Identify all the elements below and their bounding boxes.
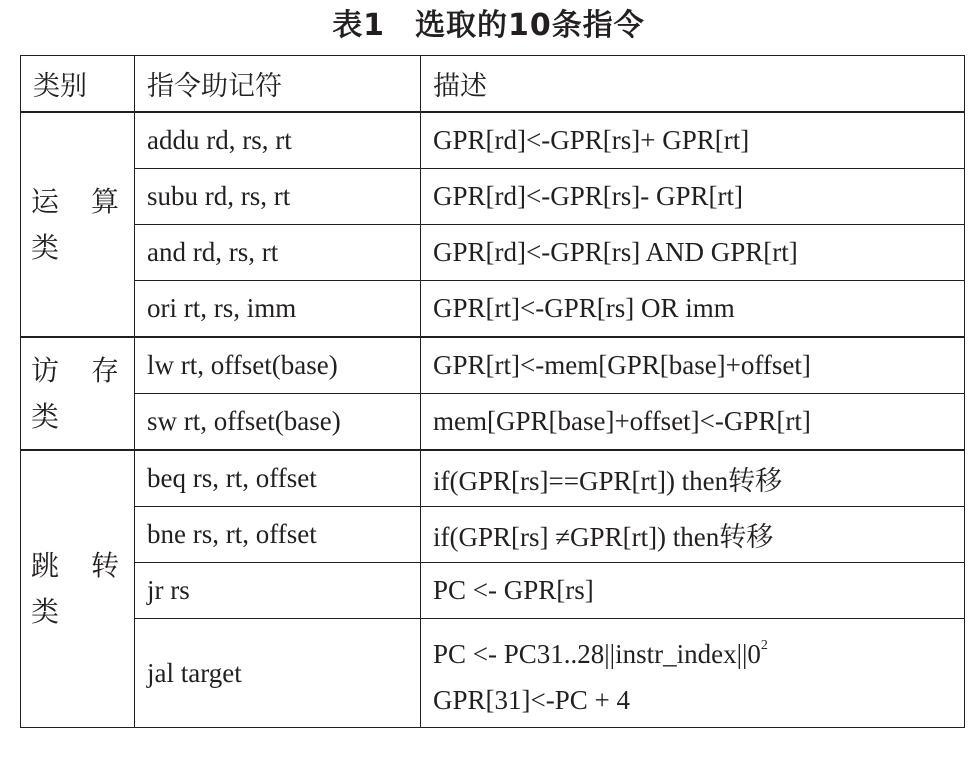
table-row [21,563,965,619]
mnemonic-cell: bne rs, rt, offset [135,507,421,563]
mnemonic-cell: and rd, rs, rt [135,225,421,281]
description-cell: GPR[rt]<-GPR[rs] OR imm [421,281,965,338]
mnemonic-cell: jal target [135,619,421,728]
description-cell: PC <- GPR[rs] [421,563,965,619]
description-cell: GPR[rd]<-GPR[rs]+ GPR[rt] [421,112,965,169]
header-description: 描述 [421,56,965,113]
mnemonic-cell: lw rt, offset(base) [135,337,421,394]
description-cell: if(GPR[rs]==GPR[rt]) then转移 [421,450,965,507]
description-cell: GPR[rt]<-mem[GPR[base]+offset] [421,337,965,394]
table-row [21,619,965,728]
category-arithmetic: 运 算 类 [21,112,135,337]
table-caption: 选取的10条指令 [415,8,645,43]
table-row [21,112,965,169]
table-row [21,394,965,451]
table-row [21,507,965,563]
description-cell: PC <- $PC31..28||instr\_index||0^2$ GPR[31]<-PC + 4 [421,619,965,728]
table-row [21,169,965,225]
table-row [21,225,965,281]
table-row [21,450,965,507]
description-cell: GPR[rd]<-GPR[rs] AND GPR[rt] [421,225,965,281]
mnemonic-cell: subu rd, rs, rt [135,169,421,225]
table-header-row [21,56,965,113]
table-title [0,2,977,50]
table-number: 表1 [332,8,386,43]
description-cell: mem[GPR[base]+offset]<-GPR[rt] [421,394,965,451]
header-category: 类别 [21,56,135,113]
category-jump: 跳 转 类 [21,450,135,728]
instruction-table [20,55,965,728]
table-row [21,337,965,394]
table-row [21,281,965,338]
description-cell: GPR[rd]<-GPR[rs]- GPR[rt] [421,169,965,225]
mnemonic-cell: jr rs [135,563,421,619]
mnemonic-cell: beq rs, rt, offset [135,450,421,507]
header-mnemonic: 指令助记符 [135,56,421,113]
mnemonic-cell: sw rt, offset(base) [135,394,421,451]
mnemonic-cell: ori rt, rs, imm [135,281,421,338]
category-memory: 访 存 类 [21,337,135,450]
description-cell: if(GPR[rs] ≠GPR[rt]) then转移 [421,507,965,563]
mnemonic-cell: addu rd, rs, rt [135,112,421,169]
